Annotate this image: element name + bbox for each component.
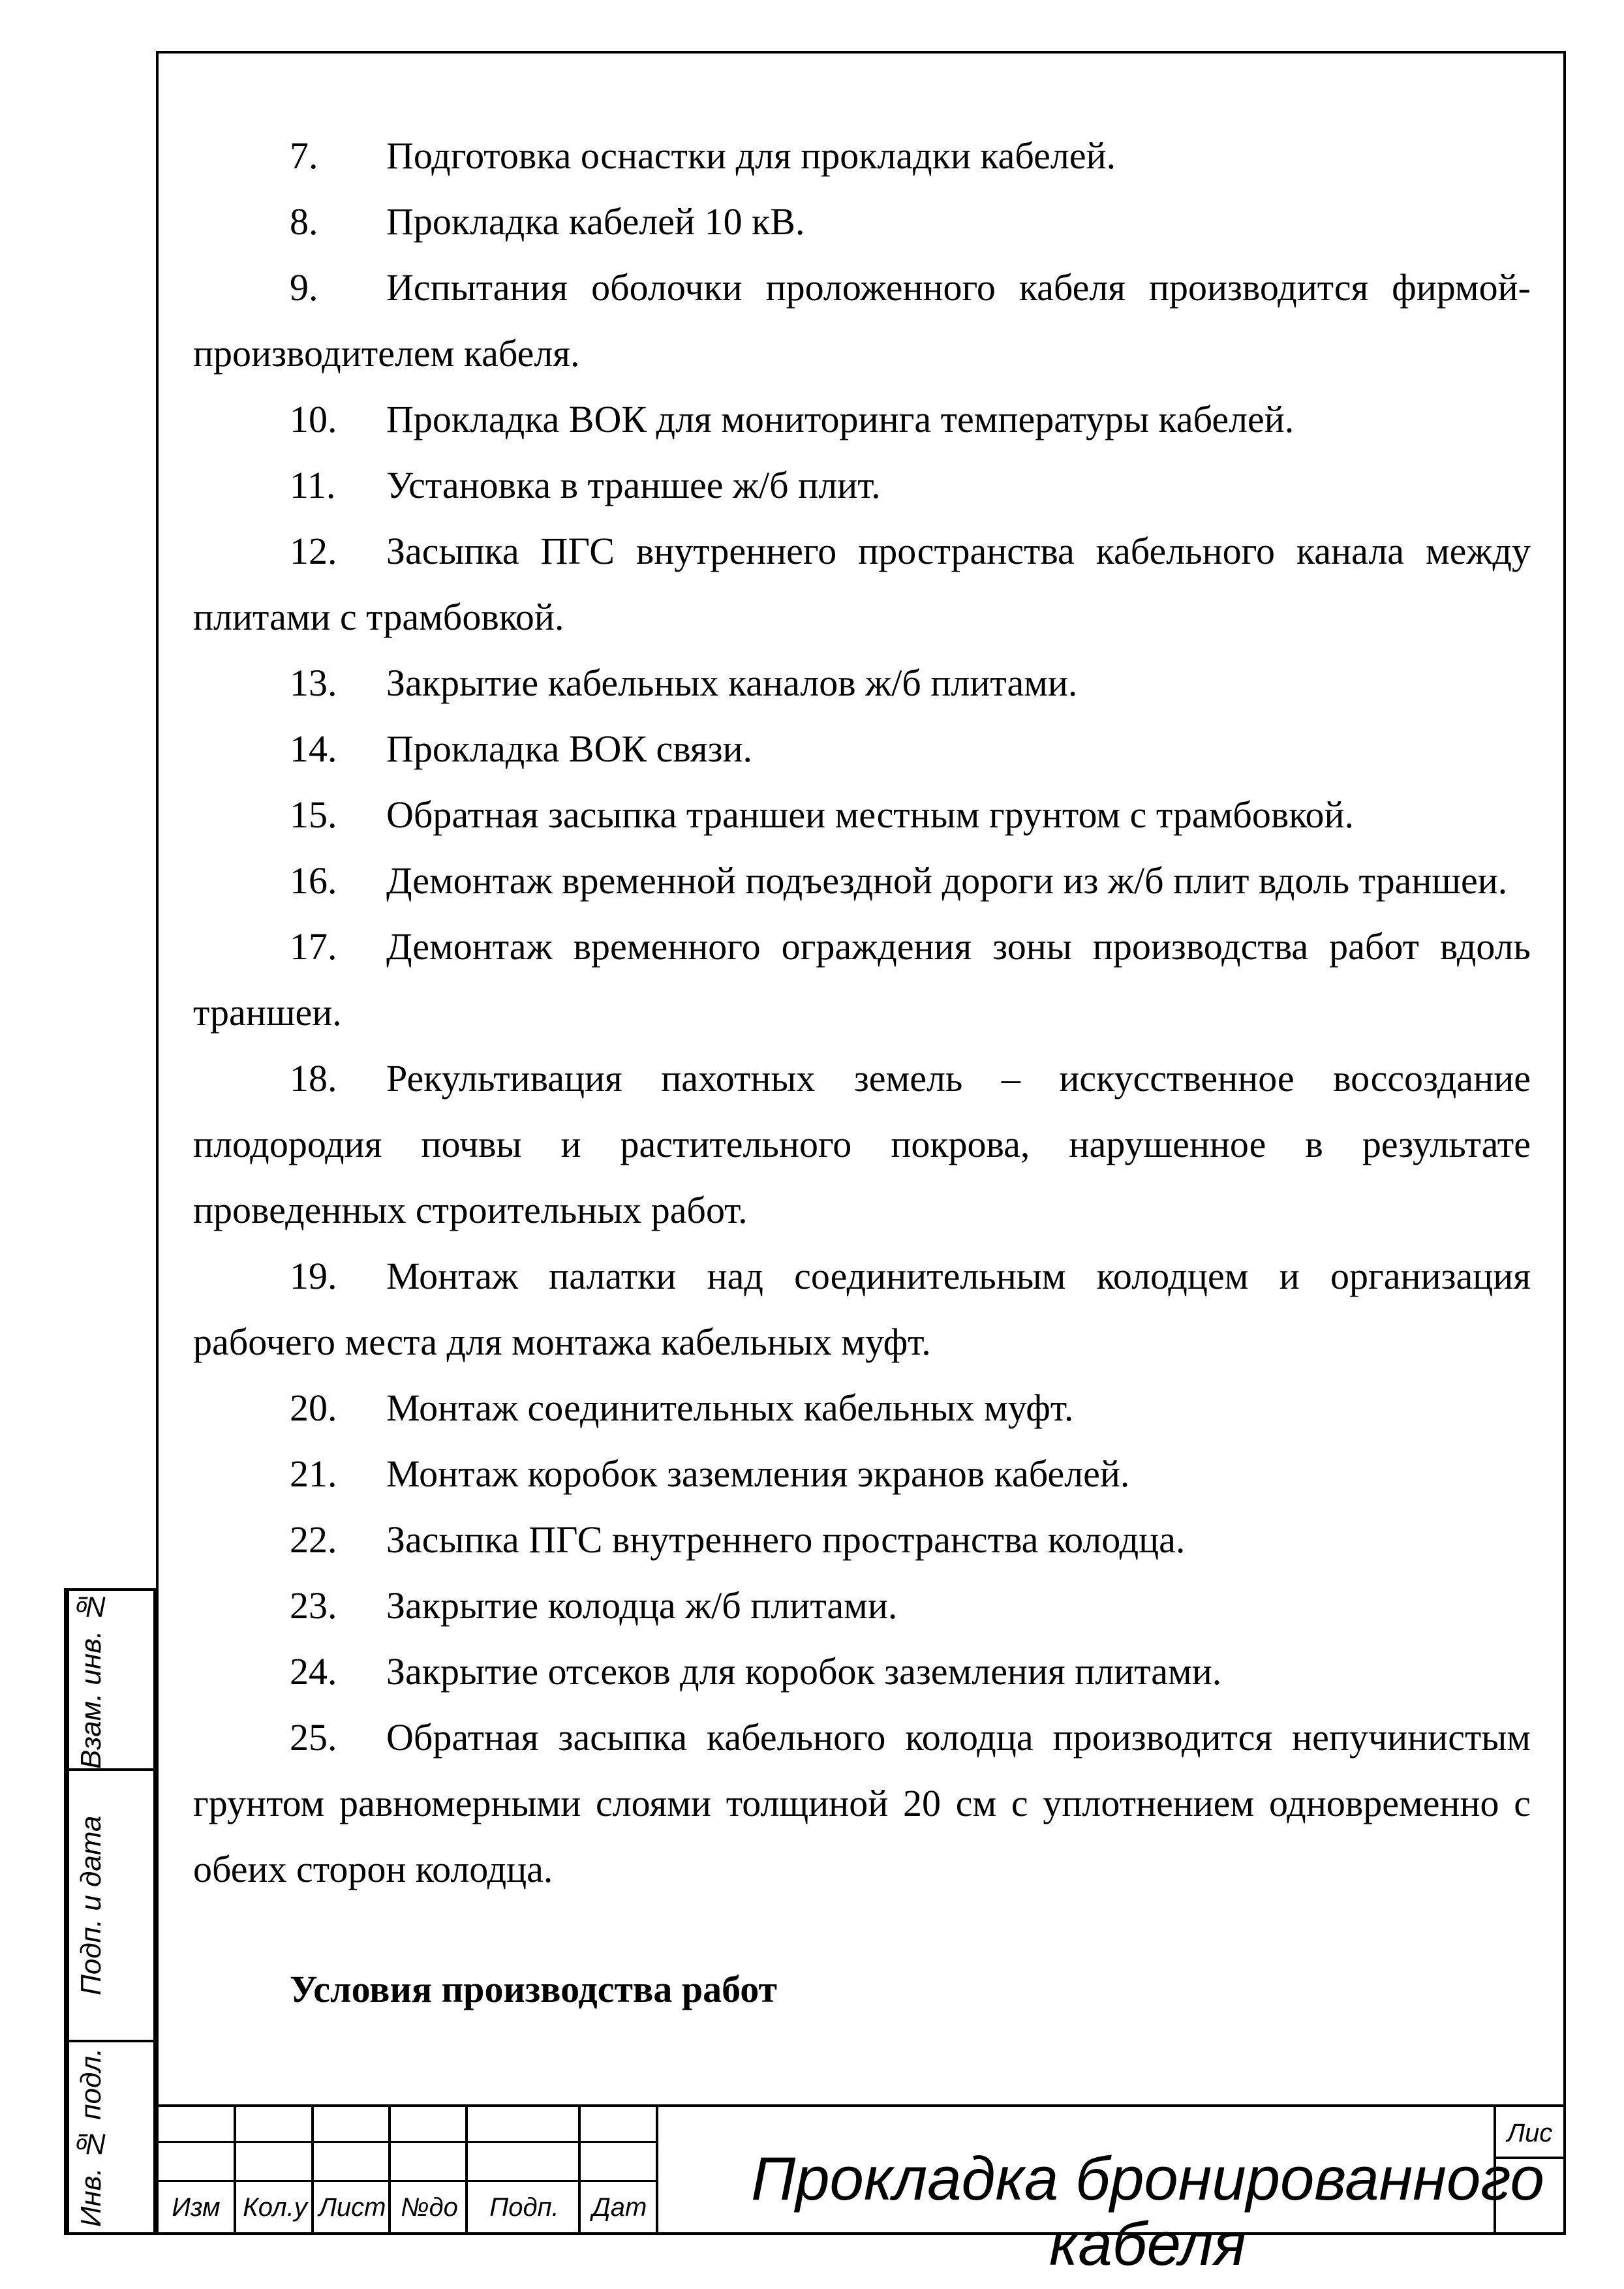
list-item-text: Засыпка ПГС внутреннего пространства колодца. (386, 1518, 1186, 1561)
label-podp: Подп. (489, 2193, 559, 2222)
list-item-number: 19. (290, 1255, 337, 1297)
side-vzam-box (64, 1588, 156, 1771)
list-item-text: Прокладка ВОК для мониторинга температуры кабелей. (386, 398, 1295, 440)
list-item (193, 1638, 1531, 1704)
list-item-number: 7. (290, 134, 318, 177)
list-item-number: 15. (290, 793, 337, 836)
side-inv-label: Инв. № подл. (67, 2042, 114, 2232)
title-block (156, 2104, 1566, 2278)
document-body (193, 123, 1531, 1902)
list-item-number: 9. (290, 266, 318, 309)
list-item-number: 22. (290, 1518, 337, 1561)
list-item (193, 1375, 1531, 1441)
list-item-text: Рекультивация пахотных земель – искусственное воссоздание плодородия почвы и растительного покрова, нарушенное в результате проведенных строительных работ. (193, 1057, 1531, 1231)
list-item (193, 716, 1531, 782)
list-item-text: Обратная засыпка траншеи местным грунтом с трамбовкой. (386, 793, 1355, 836)
label-kolu: Кол.у (243, 2193, 307, 2222)
list-item (193, 1441, 1531, 1507)
label-izm: Изм (172, 2193, 221, 2222)
list-item (193, 1573, 1531, 1638)
list-item-number: 21. (290, 1452, 337, 1495)
title-block-grid (156, 2107, 658, 2235)
list-item-number: 16. (290, 859, 337, 902)
list-item-text: Обратная засыпка кабельного колодца производится непучинистым грунтом равномерными слоями толщиной 20 см с уплотнением одновременно с обеих сторон колодца. (193, 1716, 1531, 1890)
side-podp-box (64, 1768, 156, 2042)
list-item (193, 1507, 1531, 1573)
section-heading: Условия производства работ (290, 1968, 778, 2010)
list-item-number: 23. (290, 1584, 337, 1627)
label-data: Дат (592, 2193, 647, 2222)
side-vzam-label: Взам. инв. № (67, 1591, 114, 1768)
sheet-label: Лис (1496, 2107, 1563, 2159)
list-item (193, 123, 1531, 189)
list-item (193, 1243, 1531, 1375)
list-item-text: Испытания оболочки проложенного кабеля производится фирмой-производителем кабеля. (193, 266, 1531, 375)
list-item-number: 17. (290, 925, 337, 968)
list-item-text: Монтаж палатки над соединительным колодцем и организация рабочего места для монтажа кабельных муфт. (193, 1255, 1531, 1363)
list-item-text: Засыпка ПГС внутреннего пространства кабельного канала между плитами с трамбовкой. (193, 530, 1531, 638)
list-item-number: 12. (290, 530, 337, 572)
list-item (193, 914, 1531, 1045)
list-item-number: 13. (290, 662, 337, 704)
list-item-text: Монтаж коробок заземления экранов кабелей. (386, 1452, 1130, 1495)
sheet-cell (1494, 2107, 1563, 2235)
list-item-text: Демонтаж временного ограждения зоны производства работ вдоль траншеи. (193, 925, 1531, 1034)
list-item-text: Монтаж соединительных кабельных муфт. (386, 1387, 1074, 1429)
list-item-text: Закрытие кабельных каналов ж/б плитами. (386, 662, 1078, 704)
list-item (193, 782, 1531, 848)
list-item (193, 452, 1531, 518)
side-podp-label: Подп. и дата (67, 1771, 114, 2040)
label-list: Лист (318, 2193, 386, 2222)
side-inv-box (64, 2040, 156, 2235)
list-item (193, 518, 1531, 650)
list-item (193, 1045, 1531, 1243)
list-item-text: Закрытие колодца ж/б плитами. (386, 1584, 898, 1627)
list-item-text: Прокладка кабелей 10 кВ. (386, 200, 805, 243)
list-item-text: Демонтаж временной подъездной дороги из ж/б плит вдоль траншеи. (386, 859, 1508, 902)
list-item (193, 1704, 1531, 1902)
list-item-number: 11. (290, 464, 336, 506)
list-item-text: Прокладка ВОК связи. (386, 728, 753, 770)
list-item-text: Закрытие отсеков для коробок заземления плитами. (386, 1650, 1222, 1693)
list-item (193, 848, 1531, 914)
label-ndok: №до (401, 2193, 458, 2222)
list-item (193, 189, 1531, 254)
list-item-number: 10. (290, 398, 337, 440)
list-item-number: 24. (290, 1650, 337, 1693)
list-item-number: 25. (290, 1716, 337, 1759)
list-item-number: 18. (290, 1057, 337, 1099)
document-title: Прокладка бронированного кабеля (751, 2144, 1544, 2278)
list-item-text: Установка в траншее ж/б плит. (386, 464, 881, 506)
list-item (193, 650, 1531, 716)
list-item (193, 254, 1531, 386)
list-item-number: 20. (290, 1387, 337, 1429)
list-item (193, 386, 1531, 452)
list-item-number: 8. (290, 200, 318, 243)
list-item-text: Подготовка оснастки для прокладки кабелей. (386, 134, 1116, 177)
work-steps-list (193, 123, 1531, 1902)
list-item-number: 14. (290, 728, 337, 770)
